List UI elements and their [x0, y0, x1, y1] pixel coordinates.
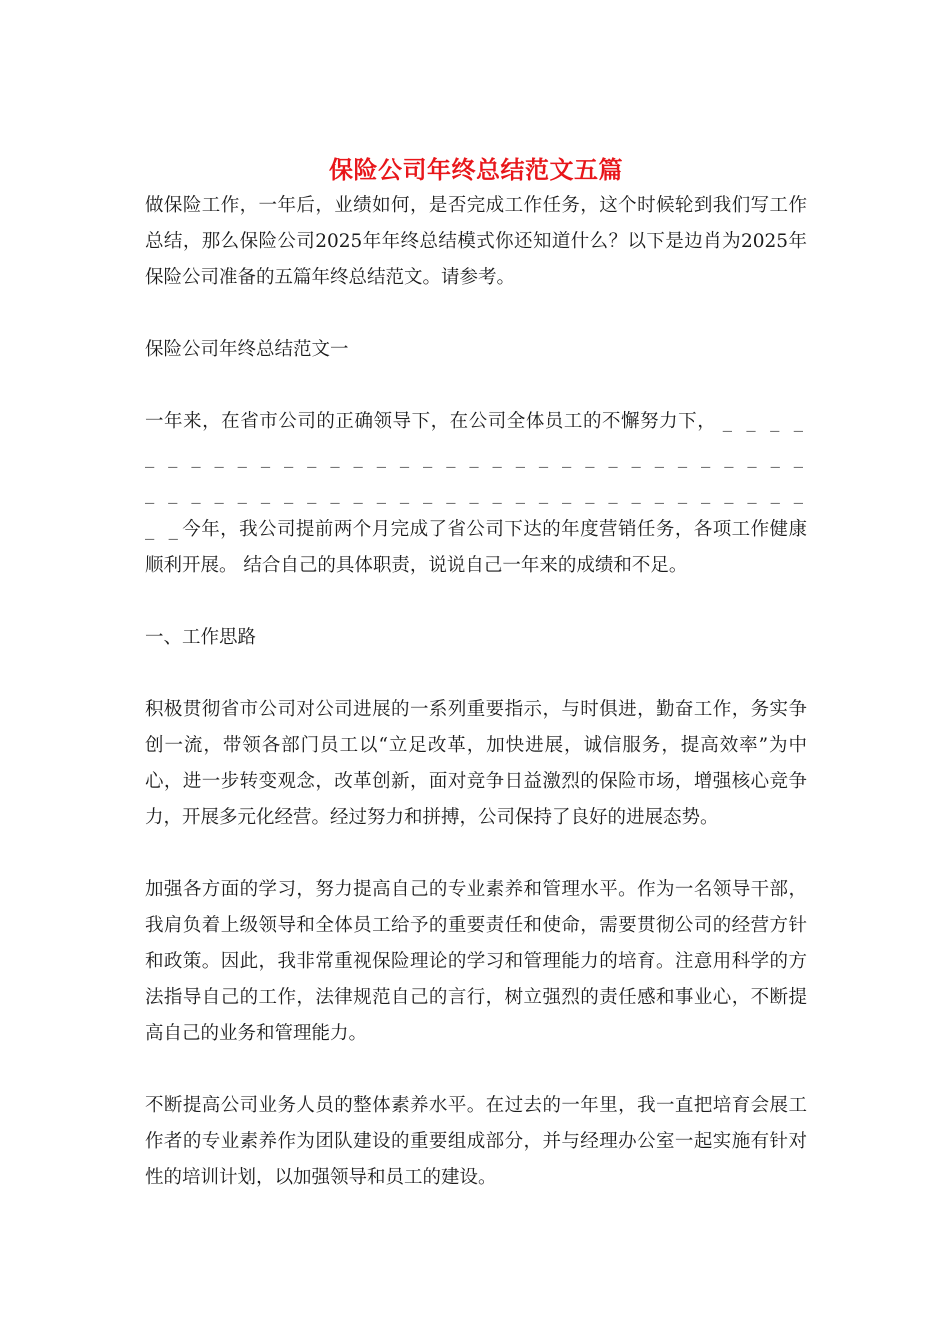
heading-work-ideas: 一、工作思路	[145, 627, 257, 648]
paragraph-spacer	[145, 656, 807, 692]
paragraph-one	[145, 404, 807, 584]
paragraph-one-start: 一年来，在省市公司的正确领导下，在公司全体员工的不懈努力下，	[145, 411, 717, 432]
paragraph-quality: 不断提高公司业务人员的整体素养水平。在过去的一年里，我一直把培育会展工作者的专业素养作为团队建设的重要组成部分，并与经理办公室一起实施有针对性的培训计划，以加强领导和员工的建设。	[145, 1095, 807, 1188]
paragraph-spacer	[145, 836, 807, 872]
intro-paragraph: 做保险工作，一年后，业绩如何，是否完成工作任务，这个时候轮到我们写工作总结，那么保险公司2025年年终总结模式你还知道什么？以下是边肖为2025年保险公司准备的五篇年终总结范文。请参考。	[145, 195, 807, 288]
paragraph-spacer	[145, 584, 807, 620]
paragraph-study: 加强各方面的学习，努力提高自己的专业素养和管理水平。作为一名领导干部，我肩负着上级领导和全体员工给予的重要责任和使命，需要贯彻公司的经营方针和政策。因此，我非常重视保险理论的学习和管理能力的培育。注意用科学的方法指导自己的工作，法律规范自己的言行，树立强烈的责任感和事业心，不断提高自己的业务和管理能力。	[145, 879, 807, 1044]
document-body	[145, 150, 807, 1196]
document-title: 保险公司年终总结范文五篇	[329, 155, 623, 184]
paragraph-spacer	[145, 368, 807, 404]
paragraph-spacer	[145, 296, 807, 332]
paragraph-spacer	[145, 1052, 807, 1088]
fill-in-blank: _ _ _ _ _ _ _ _ _ _ _ _ _ _ _ _ _ _ _ _ _ _ _ _ _ _ _ _ _ _ _ _ _ _ _ _ _ _ _ _ _ _ _ _ _ _ _ _ _ _ _ _ _ _ _ _ _ _ _ _ _ _ _ _	[145, 411, 807, 540]
paragraph-work-ideas: 积极贯彻省市公司对公司进展的一系列重要指示，与时俱进，勤奋工作，务实争创一流，带领各部门员工以“立足改革，加快进展，诚信服务，提高效率”为中心，进一步转变观念，改革创新，面对竞争日益激烈的保险市场，增强核心竞争力，开展多元化经营。经过努力和拼搏，公司保持了良好的进展态势。	[145, 699, 807, 828]
paragraph-one-end: 今年，我公司提前两个月完成了省公司下达的年度营销任务，各项工作健康顺利开展。 结合自己的具体职责，说说自己一年来的成绩和不足。	[145, 519, 807, 576]
section-one-heading: 保险公司年终总结范文一	[145, 339, 349, 360]
